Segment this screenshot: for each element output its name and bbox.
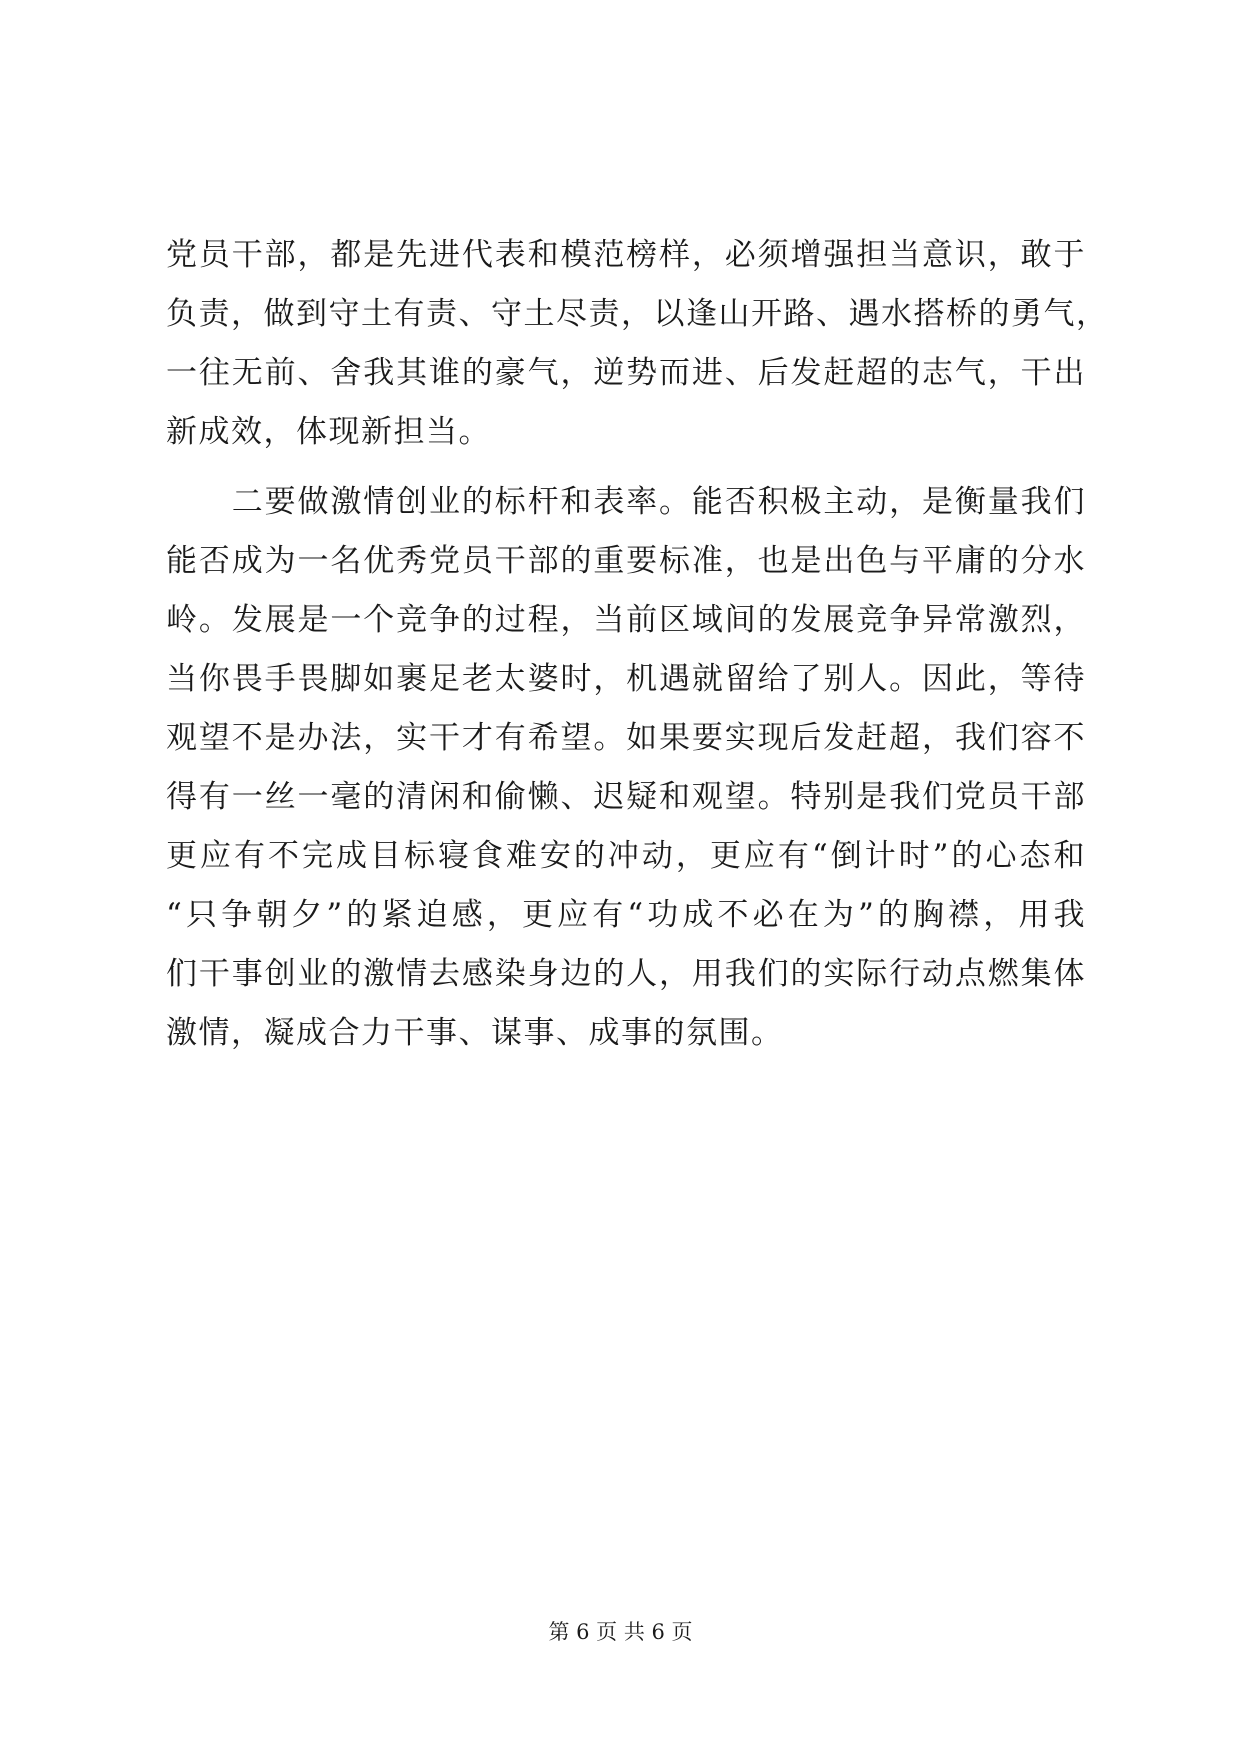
text-line: 负责，做到守土有责、守土尽责，以逢山开路、遇水搭桥的勇气， [166,296,1109,332]
text-line: 得有一丝一毫的清闲和偷懒、迟疑和观望。特别是我们党员干部 [166,779,1086,815]
document-body [166,226,1109,1063]
page-number-footer: 第 6 页 共 6 页 [548,1620,693,1644]
paragraph-spacer [166,462,1086,473]
text-line: 更应有不完成目标寝食难安的冲动，更应有“倒计时”的心态和 [166,838,1086,874]
text-line: 一往无前、舍我其谁的豪气，逆势而进、后发赶超的志气，干出 [166,355,1086,391]
text-line: 能否成为一名优秀党员干部的重要标准，也是出色与平庸的分水 [166,543,1086,579]
paragraph-2 [166,473,1086,1063]
text-line: 观望不是办法，实干才有希望。如果要实现后发赶超，我们容不 [166,720,1086,756]
text-line: 岭。发展是一个竞争的过程，当前区域间的发展竞争异常激烈， [166,602,1086,638]
text-line: 当你畏手畏脚如裹足老太婆时，机遇就留给了别人。因此，等待 [166,661,1086,697]
paragraph-1 [166,226,1109,462]
text-line: “只争朝夕”的紧迫感，更应有“功成不必在为”的胸襟，用我 [166,897,1086,933]
text-line: 新成效，体现新担当。 [166,414,491,450]
text-line: 二要做激情创业的标杆和表率。能否积极主动，是衡量我们 [166,484,1086,520]
text-line: 们干事创业的激情去感染身边的人，用我们的实际行动点燃集体 [166,956,1086,992]
text-line: 党员干部，都是先进代表和模范榜样，必须增强担当意识，敢于 [166,237,1086,273]
text-line: 激情，凝成合力干事、谋事、成事的氛围。 [166,1015,784,1051]
